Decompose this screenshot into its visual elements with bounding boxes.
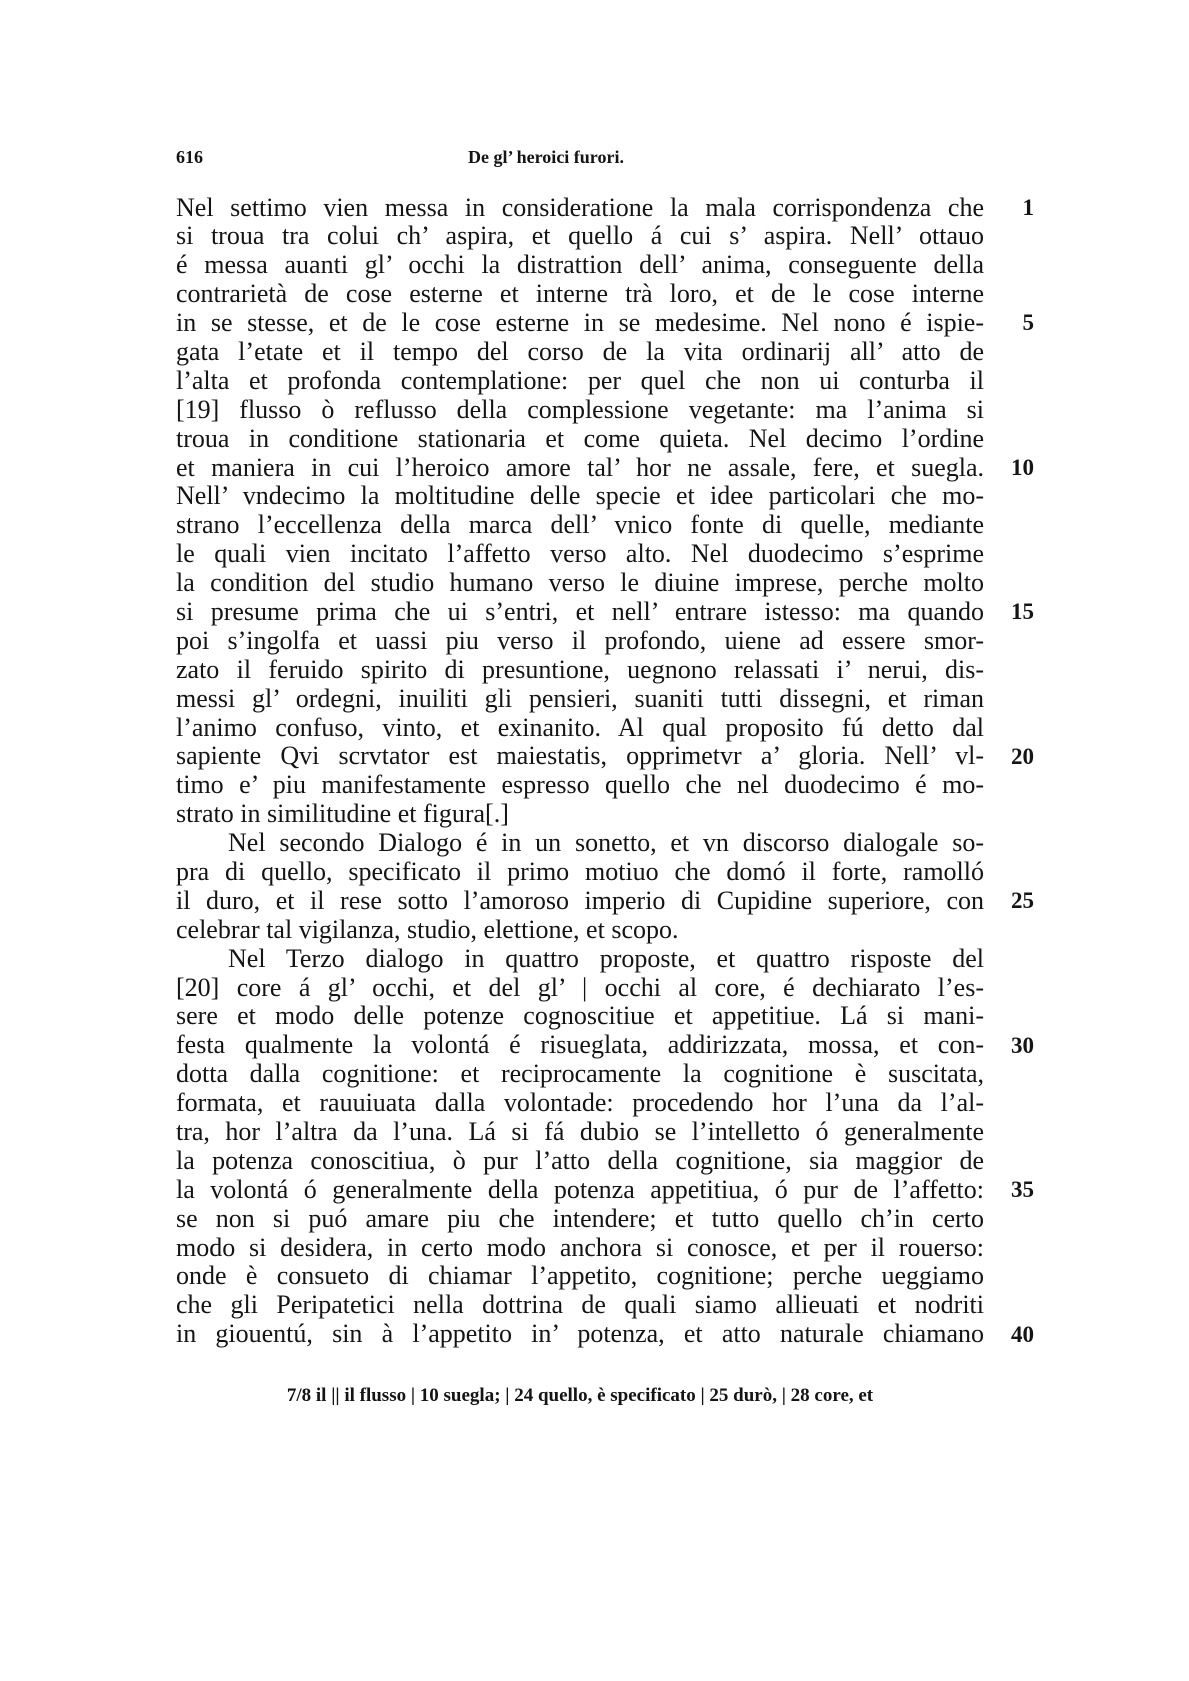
text-line: festa qualmente la volontá é risueglata, addirizzata, mossa, et con- [176,1031,984,1060]
running-title: De gl’ heroici furori. [468,147,624,167]
text-line: contrarietà de cose esterne et interne trà loro, et de le cose interne [176,280,984,309]
text-line: in giouentú, sin à l’appetito in’ potenza, et atto naturale chiamano [176,1320,984,1349]
text-line: é messa auanti gl’ occhi la distrattion dell’ anima, conseguente della [176,251,984,280]
text-line: zato il feruido spirito di presuntione, uegnono relassati i’ nerui, dis- [176,655,984,684]
text-line: Nel Terzo dialogo in quattro proposte, et quattro risposte del [228,944,984,973]
text-line: celebrar tal vigilanza, studio, elettione, et scopo. [176,915,679,944]
text-line: dotta dalla cognitione: et reciprocamente la cognitione è suscitata, [176,1060,984,1089]
text-line: il duro, et il rese sotto l’amoroso imperio di Cupidine superiore, con [176,886,984,915]
text-line: timo e’ piu manifestamente espresso quello che nel duodecimo é mo- [176,771,984,800]
text-line: la potenza conoscitiua, ò pur l’atto della cognitione, sia maggior de [176,1146,984,1175]
main-text [176,194,984,1350]
text-line: sapiente Qvi scrvtator est maiestatis, opprimetvr a’ gloria. Nell’ vl- [176,742,984,771]
text-line: strano l’eccellenza della marca dell’ vnico fonte di quelle, mediante [176,511,984,540]
text-line: che gli Peripatetici nella dottrina de quali siamo allieuati et nodriti [176,1291,984,1320]
text-line: poi s’ingolfa et uassi piu verso il profondo, uiene ad essere smor- [176,626,984,655]
text-line: modo si desidera, in certo modo anchora si conosce, et per il rouerso: [176,1233,984,1262]
line-number: 15 [1011,599,1034,625]
text-line: la condition del studio humano verso le diuine imprese, perche molto [176,569,984,598]
text-line: Nell’ vndecimo la moltitudine delle specie et idee particolari che mo- [176,482,984,511]
text-line: se non si puó amare piu che intendere; et tutto quello ch’in certo [176,1204,984,1233]
text-line: sere et modo delle potenze cognoscitiue et appetitiue. Lá si mani- [176,1002,984,1031]
line-number: 20 [1011,743,1034,769]
text-line: Nel settimo vien messa in consideratione la mala corrispondenza che [176,193,984,222]
text-line: formata, et rauuiuata dalla volontade: procedendo hor l’una da l’al- [176,1089,984,1118]
text-line: et maniera in cui l’heroico amore tal’ hor ne assale, fere, et suegla. [176,453,984,482]
text-line: le quali vien incitato l’affetto verso alto. Nel duodecimo s’esprime [176,540,984,569]
text-line: in se stesse, et de le cose esterne in se medesime. Nel nono é ispie- [176,309,984,338]
running-header [0,143,1189,171]
text-line: la volontá ó generalmente della potenza appetitiua, ó pur de l’affetto: [176,1175,984,1204]
text-line: messi gl’ ordegni, inuiliti gli pensieri, suaniti tutti dissegni, et riman [176,684,984,713]
line-number-margin [990,194,1034,1354]
line-number: 10 [1011,454,1034,480]
text-line: troua in conditione stationaria et come quieta. Nel decimo l’ordine [176,424,984,453]
line-number: 40 [1011,1321,1034,1347]
text-line: l’animo confuso, vinto, et exinanito. Al qual proposito fú detto dal [176,713,984,742]
line-number: 30 [1011,1032,1034,1058]
line-number: 25 [1011,888,1034,914]
critical-apparatus: 7/8 il || il flusso | 10 suegla; | 24 quello, è specificato | 25 durò, | 28 core, et [286,1385,874,1406]
text-line: l’alta et profonda contemplatione: per quel che non ui conturba il [176,366,984,395]
line-number: 35 [1011,1177,1034,1203]
text-line: gata l’etate et il tempo del corso de la vita ordinarij all’ atto de [176,337,984,366]
text-line: [20] core á gl’ occhi, et del gl’ | occhi al core, é dechiarato l’es- [176,973,984,1002]
text-line: onde è consueto di chiamar l’appetito, cognitione; perche ueggiamo [176,1262,984,1291]
line-number: 1 [1022,194,1034,220]
text-line: si presume prima che ui s’entri, et nell’ entrare istesso: ma quando [176,597,984,626]
text-line: tra, hor l’altra da l’una. Lá si fá dubio se l’intelletto ó generalmente [176,1118,984,1146]
page-number: 616 [176,147,203,167]
line-number: 5 [1022,310,1034,336]
text-line: [19] flusso ò reflusso della complessione vegetante: ma l’anima si [176,395,984,424]
text-line: Nel secondo Dialogo é in un sonetto, et vn discorso dialogale so- [228,829,984,858]
text-line: strato in similitudine et figura[.] [176,800,509,829]
text-line: si troua tra colui ch’ aspira, et quello á cui s’ aspira. Nell’ ottauo [176,222,984,251]
text-line: pra di quello, specificato il primo motiuo che domó il forte, ramolló [176,857,984,886]
